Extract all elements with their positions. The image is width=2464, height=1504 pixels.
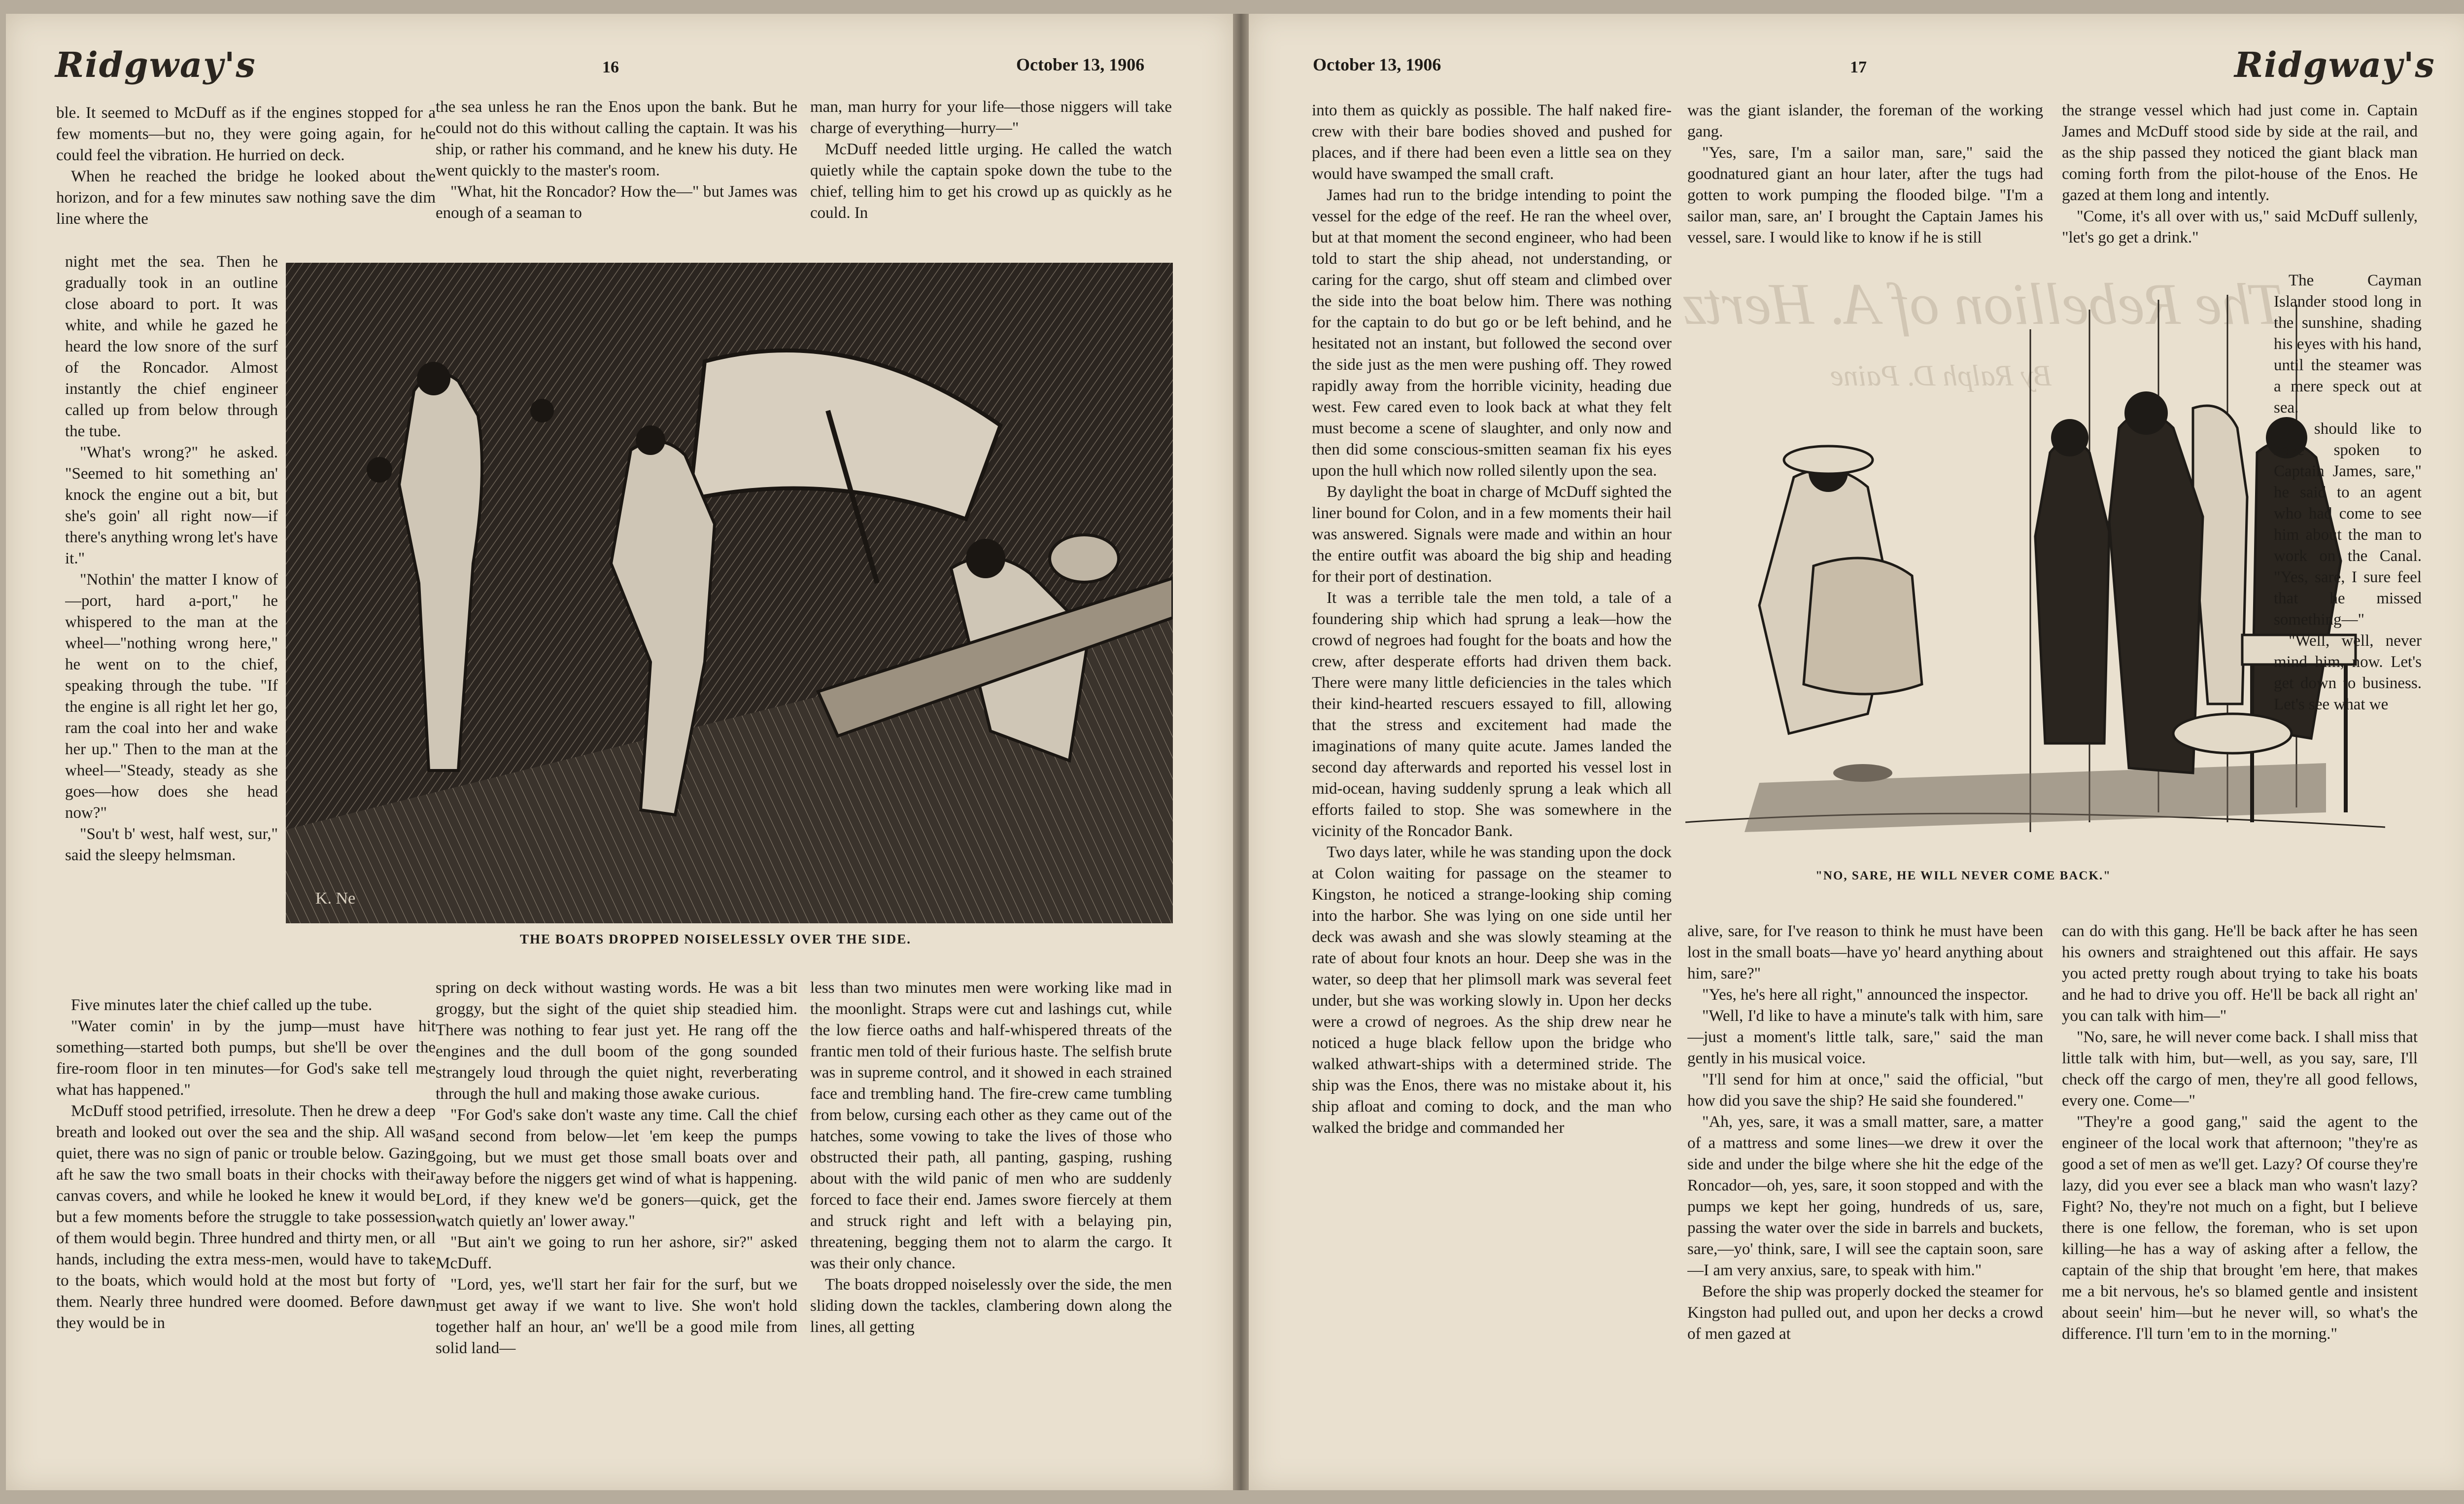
left-col1-bottom bbox=[56, 995, 436, 1448]
paragraph: ble. It seemed to McDuff as if the engines stopped for a few moments—but no, they were going again, for he could feel the vibration. He hurried on deck. bbox=[56, 104, 436, 164]
paragraph: Before the ship was properly docked the steamer for Kingston had pulled out, and upon her decks a crowd of men gazed at bbox=[1687, 1283, 2043, 1343]
paragraph: "I should like to have spoken to Captain James, sare," he said to an agent who had come to see him about the man to work on the Canal. "Yes, sare, I sure feel that he missed something—" bbox=[2274, 420, 2422, 629]
paragraph: can do with this gang. He'll be back after he has seen his owners and straightened out this affair. He says you acted pretty rough about trying to take his boats and he had to drive you off. He'll be back all right an' you can talk with him—" bbox=[2062, 922, 2418, 1025]
paragraph: "Well, well, never mind him, now. Let's get down to business. Let's see what we bbox=[2274, 632, 2422, 713]
paragraph: "Water comin' in by the jump—must have hit something—started both pumps, but she'll be over the fire-room floor in ten minutes—for God's sake tell me what has happened." bbox=[56, 1017, 436, 1099]
header-date-right: October 13, 1906 bbox=[1313, 55, 1441, 74]
paragraph: "Yes, sare, I'm a sailor man, sare," said the goodnatured giant an hour later, after the tugs had gotten to work pumping the flooded bilge. "I'm a sailor man, sare, an' I brought the Captain James his vessel, sare. I would like to know if he is still bbox=[1687, 144, 2043, 246]
paragraph: McDuff stood petrified, irresolute. Then he drew a deep breath and looked out over the sea and the ship. All was quiet, there was no sign of panic or trouble below. Gazing aft he saw the two small boats in their chocks with their canvas covers, and while he looked he knew it would be but a few moments before the struggle to take possession of them would begin. Three hundred and thirty men, or all hands, including the extra mess-men, would have to take to the boats, which would hold at the most but forty of them. Nearly three hundred were doomed. Before dawn they would be in bbox=[56, 1102, 436, 1332]
paragraph: "Well, I'd like to have a minute's talk with him, sare—just a moment's little talk, sare," said the man gently in his musical voice. bbox=[1687, 1007, 2043, 1067]
paragraph: "No, sare, he will never come back. I shall miss that little talk with him, but—well, as you say, sare, I'll check off the cargo of men, they're all good fellows, every one. Come—" bbox=[2062, 1028, 2418, 1110]
paragraph: When he reached the bridge he looked about the horizon, and for a few minutes saw nothing save the dim line where the bbox=[56, 168, 436, 228]
paragraph: "Sou't b' west, half west, sur," said the sleepy helmsman. bbox=[65, 825, 278, 864]
paragraph: spring on deck without wasting words. He was a bit groggy, but the sight of the quiet ship steadied him. There was nothing to fear just yet. He rang off the engines and the dull boom of the gong sounded strangely loud through the quiet night, reverberating through the hull and making those awake curious. bbox=[436, 979, 797, 1103]
paragraph: The boats dropped noiselessly over the side, the men sliding down the tackles, clambering down along the lines, all getting bbox=[810, 1276, 1172, 1336]
left-col3-top bbox=[810, 97, 1172, 254]
paragraph: "What's wrong?" he asked. "Seemed to hit something an' knock the engine out a bit, but she's goin' all right now—if there's anything wrong let's have it." bbox=[65, 444, 278, 567]
paragraph: "Nothin' the matter I know of—port, hard a-port," he whispered to the man at the wheel—"nothing wrong here," he went on to the chief, speaking through the tube. "If the engine is all right let her go, ram the coal into her and wake her up." Then to the man at the wheel—"Steady, steady as she goes—how does she head now?" bbox=[65, 571, 278, 822]
boats-engraving bbox=[286, 263, 1173, 923]
left-col1-narrow bbox=[65, 251, 278, 981]
header-date-left: October 13, 1906 bbox=[1016, 55, 1145, 74]
paragraph: James had run to the bridge intending to point the vessel for the edge of the reef. He ran the wheel over, but at that moment the second engineer, who had been told to start the ship ahead, not understanding, or caring for the cargo, shut off steam and climbed over the side into the boat below him. There was nothing for the captain to do but go or be left behind, and he hesitated not an instant, but followed the second over the side just as the men were pushing off. They rowed rapidly away from the horrible vicinity, heading due west. Few cared even to look back at what they felt must become a scene of slaughter, and only now and then did some conscious-smitten seaman fix his eyes upon the hull which now rolled silently upon the sea. bbox=[1312, 186, 1672, 480]
paragraph: was the giant islander, the foreman of the working gang. bbox=[1687, 102, 2043, 140]
paragraph: McDuff needed little urging. He called the watch quietly while the captain spoke down the tube to the chief, telling him to get his crowd up as quickly as he could. In bbox=[810, 140, 1172, 222]
book-gutter bbox=[1233, 14, 1249, 1490]
paragraph: alive, sare, for I've reason to think he must have been lost in the small boats—have yo' heard anything about him, sare?" bbox=[1687, 922, 2043, 982]
paragraph: less than two minutes men were working like mad in the moonlight. Straps were cut and lashings cut, while the low fierce oaths and half-whispered threats of the frantic men told of their furious haste. The selfish brute was in supreme control, and it showed in each strained face and trembling hand. The fire-crew came tumbling from below, cursing each other as they came out of the hatches, some vowing to take the lives of those who obstructed their path, all panting, gasping, rushing about with the wild panic of men who are suddenly forced to face their end. James swore fiercely at them and struck right and left with a belaying pin, threatening, begging them not to alarm the cargo. It was their only chance. bbox=[810, 979, 1172, 1272]
paragraph: "Ah, yes, sare, it was a small matter, sare, a matter of a mattress and some lines—we drew it over the side and under the bilge where she hit the edge of the Roncador—oh, yes, sare, it soon stopped and with the pumps we kept her going, hundreds of us, sare, passing the water over the side in barrels and buckets, sare,—yo' think, sare, I will see the captain soon, sare—I am very anxius, sare, to speak with him." bbox=[1687, 1113, 2043, 1279]
right-col2-top bbox=[1687, 100, 2043, 287]
paragraph: "I'll send for him at once," said the official, "but how did you save the ship? He said she foundered." bbox=[1687, 1071, 2043, 1110]
right-col3-top bbox=[2062, 100, 2418, 268]
paragraph: Five minutes later the chief called up the tube. bbox=[71, 996, 373, 1014]
right-col3-bottom bbox=[2062, 921, 2418, 1475]
paragraph: man, man hurry for your life—those niggers will take charge of everything—hurry—" bbox=[810, 98, 1172, 137]
illustration-boats bbox=[286, 263, 1173, 923]
paragraph: "But ain't we going to run her ashore, sir?" asked McDuff. bbox=[436, 1233, 797, 1272]
left-col2-bottom bbox=[436, 978, 797, 1448]
caption-right: "NO, SARE, HE WILL NEVER COME BACK." bbox=[1815, 869, 2112, 882]
right-col3-narrow bbox=[2274, 270, 2422, 916]
left-page bbox=[6, 14, 1233, 1490]
left-col1-top bbox=[56, 103, 436, 275]
paragraph: It was a terrible tale the men told, a tale of a foundering ship which had sprung a leak—how the crowd of negroes had fought for the boats and how the crew, after desperate efforts had driven them back. There were many little deficiencies in the tales which their kind-hearted rescuers essayed to fill, allowing that the stress and excitement had made the imaginations of many quite acute. James landed the second day afterwards and reported his vessel lost in mid-ocean, having suddenly sprung a leak which all efforts failed to stop. She was somewhere in the vicinity of the Roncador Bank. bbox=[1312, 589, 1672, 840]
bleed-through-author: By Ralph D. Paine bbox=[1830, 359, 2052, 392]
paragraph: "Lord, yes, we'll start her fair for the surf, but we must get away if we want to live. She won't hold together half an hour, an' we'll be a good mile from solid land— bbox=[436, 1276, 797, 1357]
right-col2-bottom bbox=[1687, 921, 2043, 1475]
paragraph: "Yes, he's here all right," announced the inspector. bbox=[1702, 986, 2028, 1004]
paragraph: By daylight the boat in charge of McDuff sighted the liner bound for Colon, and in a few moments their hail was answered. Signals were made and within an hour the entire outfit was aboard the big ship and heading for their port of destination. bbox=[1312, 483, 1672, 586]
paragraph: "For God's sake don't waste any time. Call the chief and second from below—let 'em keep the pumps going, but we must get those small boats over and away before the niggers get wind of what is happening. Lord, if they knew we'd be goners—quick, get the watch quietly an' lower away." bbox=[436, 1106, 797, 1230]
paragraph: night met the sea. Then he gradually took in an outline close aboard to port. It was white, and while he gazed he heard the low snore of the surf of the Roncador. Almost instantly the chief engineer called up from below through the tube. bbox=[65, 253, 278, 440]
left-col3-bottom bbox=[810, 978, 1172, 1448]
paragraph: The Cayman Islander stood long in the sunshine, shading his eyes with his hand, until the steamer was a mere speck out at sea. bbox=[2274, 272, 2422, 417]
right-col1 bbox=[1312, 100, 1672, 1475]
paragraph: Two days later, while he was standing upon the dock at Colon waiting for passage on the steamer to Kingston, he noticed a strange-looking ship coming into the harbor. She was lying on one side until her deck was awash and she was slowly steaming at the rate of about four knots an hour. Deep she was in the water, so deep that her plimsoll mark was several feet under, but she was working slowly in. Upon her decks were a crowd of negroes. As the ship drew near he noticed a huge black fellow upon the bridge who walked athwart-ships with a determined stride. The ship was the Enos, there was no mistake about it, his ship afloat and coming to dock, and the man who walked the bridge and commanded her bbox=[1312, 843, 1672, 1137]
paragraph: into them as quickly as possible. The half naked fire-crew with their bare bodies shoved and pushed for places, and if there had been even a little sea on they would have swamped the small craft. bbox=[1312, 102, 1672, 183]
caption-left: THE BOATS DROPPED NOISELESSLY OVER THE SIDE. bbox=[520, 932, 911, 946]
paragraph: "Come, it's all over with us," said McDuff sullenly, "let's go get a drink." bbox=[2062, 208, 2418, 246]
right-page bbox=[1249, 14, 2464, 1490]
page-number-right: 17 bbox=[1850, 58, 1867, 76]
masthead-left: Ridgway's bbox=[55, 44, 256, 85]
masthead-right: Ridgway's bbox=[2234, 44, 2435, 85]
left-col2-top bbox=[436, 97, 797, 254]
paragraph: the strange vessel which had just come in. Captain James and McDuff stood side by side at the rail, and as the ship passed they noticed the giant black man coming forth from the pilot-house of the Enos. He gazed at them long and intently. bbox=[2062, 102, 2418, 204]
paragraph: "What, hit the Roncador? How the—" but James was enough of a seaman to bbox=[436, 183, 797, 222]
bleed-through-title: The Rebellion of A. Hertz bbox=[1682, 271, 2284, 337]
illustration-signature-left: K. Ne bbox=[315, 889, 356, 908]
paragraph: "They're a good gang," said the agent to the engineer of the local work that afternoon; "they're as good a set of men as we'll get. Lazy? Of course they're lazy, did you ever see a black man who wasn't lazy? Fight? No, they're not much on a fight, but I believe there is one fellow, the foreman, who is set upon killing—he has a way of asking after a fellow, the captain of the ship that brought 'em here, that makes me a bit nervous, he's so blamed gentle and insistent about seein' him—but he never will, so what's the difference. I'll turn 'em to in the morning." bbox=[2062, 1113, 2418, 1343]
page-number-left: 16 bbox=[602, 58, 619, 76]
paragraph: the sea unless he ran the Enos upon the bank. But he could not do this without calling the captain. It was his ship, or rather his command, and he knew his duty. He went quickly to the master's room. bbox=[436, 98, 797, 179]
